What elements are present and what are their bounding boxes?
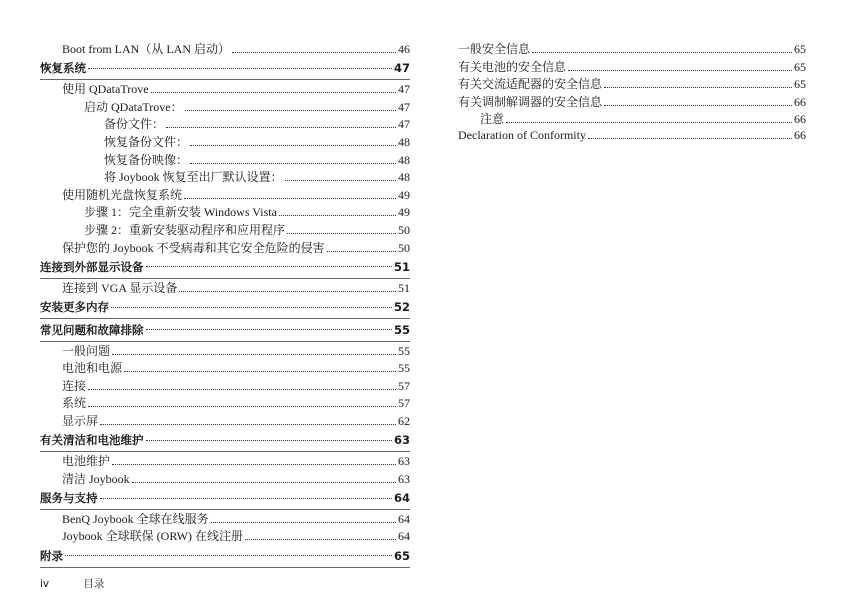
toc-entry[interactable] (40, 510, 410, 528)
toc-entry-title: 服务与支持 (40, 491, 98, 506)
toc-entry[interactable] (458, 128, 806, 146)
toc-entry-title: 恢复备份文件： (104, 134, 189, 149)
toc-entry[interactable] (40, 359, 410, 377)
toc-entry-page: 55 (398, 343, 410, 358)
toc-entry[interactable] (458, 75, 806, 93)
toc-dot-leader (132, 482, 396, 483)
toc-dot-leader (245, 539, 396, 540)
toc-entry[interactable] (40, 98, 410, 116)
toc-entry[interactable] (40, 203, 410, 221)
toc-entry[interactable] (40, 80, 410, 98)
toc-entry[interactable] (40, 470, 410, 488)
toc-entry[interactable] (40, 394, 410, 412)
toc-entry-title: 备份文件： (104, 117, 165, 132)
toc-entry-page: 66 (794, 127, 806, 142)
toc-dot-leader (111, 307, 392, 308)
toc-entry-page: 50 (398, 240, 410, 255)
toc-dot-leader (327, 251, 396, 252)
toc-dot-leader (100, 498, 392, 499)
toc-entry-page: 48 (398, 170, 410, 185)
toc-entry[interactable] (40, 58, 410, 81)
toc-dot-leader (151, 92, 396, 93)
toc-entry-page: 64 (398, 511, 410, 526)
toc-entry[interactable] (458, 110, 806, 128)
toc-entry-title: 电池和电源 (62, 361, 123, 376)
toc-entry[interactable] (40, 377, 410, 395)
toc-entry[interactable] (40, 412, 410, 430)
toc-entry-page: 63 (398, 454, 410, 469)
toc-entry[interactable] (40, 168, 410, 186)
toc-right-column (458, 40, 806, 146)
toc-entry-title: BenQ Joybook 全球在线服务 (62, 511, 209, 526)
toc-entry[interactable] (40, 429, 410, 452)
toc-entry-page: 52 (393, 300, 410, 315)
toc-entry-title: 电池维护 (62, 454, 111, 469)
toc-entry-title: Declaration of Conformity (458, 127, 586, 142)
toc-entry-page: 64 (398, 529, 410, 544)
toc-entry[interactable] (40, 151, 410, 169)
toc-entry[interactable] (40, 452, 410, 470)
toc-entry-title: 步骤 2：重新安装驱动程序和应用程序 (84, 222, 286, 237)
toc-dot-leader (506, 122, 792, 123)
toc-dot-leader (190, 163, 396, 164)
toc-dot-leader (184, 198, 396, 199)
toc-entry-page: 63 (393, 433, 410, 448)
toc-entry-page: 65 (794, 77, 806, 92)
toc-dot-leader (287, 233, 396, 234)
toc-entry-page: 57 (398, 378, 410, 393)
toc-dot-leader (190, 145, 396, 146)
toc-dot-leader (88, 68, 392, 69)
footer-section-title: 目录 (83, 578, 105, 590)
toc-dot-leader (146, 266, 392, 267)
toc-entry-page: 66 (794, 112, 806, 127)
toc-entry-title: 使用 QDataTrove (62, 82, 149, 97)
toc-dot-leader (185, 110, 396, 111)
toc-dot-leader (112, 354, 396, 355)
toc-entry-title: 一般问题 (62, 343, 111, 358)
toc-entry[interactable] (458, 40, 806, 58)
toc-entry[interactable] (40, 545, 410, 568)
toc-dot-leader (100, 424, 396, 425)
toc-entry-page: 47 (393, 61, 410, 76)
toc-dot-leader (146, 329, 392, 330)
toc-entry-page: 65 (794, 42, 806, 56)
toc-dot-leader (88, 389, 396, 390)
toc-dot-leader (279, 215, 396, 216)
toc-entry-title: 将 Joybook 恢复至出厂默认设置： (104, 170, 283, 185)
toc-entry[interactable] (40, 279, 410, 297)
toc-left-column (40, 40, 410, 568)
toc-entry-title: 安装更多内存 (40, 300, 109, 315)
toc-entry-page: 49 (398, 205, 410, 220)
toc-dot-leader (588, 138, 792, 139)
toc-dot-leader (604, 105, 792, 106)
toc-dot-leader (532, 52, 792, 53)
toc-entry[interactable] (40, 40, 410, 58)
toc-entry-title: 连接到外部显示设备 (40, 259, 144, 274)
toc-entry-page: 51 (393, 259, 410, 274)
toc-entry[interactable] (40, 133, 410, 151)
toc-entry-title: 启动 QDataTrove： (84, 99, 183, 114)
toc-entry-title: 清洁 Joybook (62, 471, 130, 486)
toc-entry[interactable] (40, 487, 410, 510)
toc-entry-page: 64 (393, 491, 410, 506)
toc-entry-page: 47 (398, 82, 410, 97)
toc-entry-title: 恢复备份映像： (104, 152, 189, 167)
toc-entry-page: 57 (398, 396, 410, 411)
toc-entry[interactable] (458, 93, 806, 111)
toc-entry-title: 附录 (40, 548, 63, 563)
toc-entry-title: 有关交流适配器的安全信息 (458, 77, 603, 92)
toc-entry-title: 恢复系统 (40, 61, 86, 76)
toc-entry-title: 有关调制解调器的安全信息 (458, 94, 603, 109)
toc-entry[interactable] (40, 115, 410, 133)
toc-entry-page: 50 (398, 222, 410, 237)
toc-entry-page: 49 (398, 187, 410, 202)
toc-entry-page: 47 (398, 117, 410, 132)
toc-dot-leader (568, 70, 792, 71)
toc-dot-leader (211, 522, 396, 523)
toc-entry-page: 51 (398, 280, 410, 295)
toc-entry-title: 连接到 VGA 显示设备 (62, 280, 178, 295)
toc-entry-page: 47 (398, 99, 410, 114)
toc-dot-leader (604, 87, 792, 88)
toc-entry-title: 使用随机光盘恢复系统 (62, 187, 183, 202)
toc-entry-page: 62 (398, 413, 410, 428)
toc-entry-title: Joybook 全球联保 (ORW) 在线注册 (62, 529, 243, 544)
toc-entry[interactable] (40, 186, 410, 204)
toc-entry-title: 有关清洁和电池维护 (40, 433, 144, 448)
toc-entry[interactable] (458, 58, 806, 76)
toc-entry-title: 连接 (62, 378, 87, 393)
toc-entry[interactable] (40, 221, 410, 239)
toc-entry-title: 注意 (480, 112, 505, 127)
toc-entry-page: 55 (398, 361, 410, 376)
toc-entry-title: 常见问题和故障排除 (40, 322, 144, 337)
toc-entry-title: 系统 (62, 396, 87, 411)
toc-entry[interactable] (40, 256, 410, 279)
toc-dot-leader (179, 291, 396, 292)
toc-entry-title: 有关电池的安全信息 (458, 59, 567, 74)
toc-dot-leader (112, 464, 396, 465)
toc-entry-title: 一般安全信息 (458, 42, 531, 56)
toc-entry-page: 48 (398, 152, 410, 167)
page-footer (40, 576, 104, 591)
footer-page-number: iv (40, 578, 50, 590)
toc-dot-leader (285, 180, 396, 181)
toc-dot-leader (166, 127, 396, 128)
toc-entry-page: 63 (398, 471, 410, 486)
toc-dot-leader (146, 440, 392, 441)
toc-entry[interactable] (40, 319, 410, 342)
toc-entry[interactable] (40, 239, 410, 257)
toc-entry-page: 65 (393, 548, 410, 563)
toc-entry-page: 46 (398, 42, 410, 56)
toc-dot-leader (65, 555, 392, 556)
toc-entry-page: 65 (794, 59, 806, 74)
toc-dot-leader (232, 52, 396, 53)
toc-dot-leader (124, 371, 396, 372)
toc-dot-leader (88, 406, 396, 407)
toc-entry-title: 显示屏 (62, 413, 99, 428)
toc-entry-title: 保护您的 Joybook 不受病毒和其它安全危险的侵害 (62, 240, 325, 255)
toc-entry[interactable] (40, 527, 410, 545)
toc-entry-page: 66 (794, 94, 806, 109)
toc-entry-title: 步骤 1：完全重新安装 Windows Vista (84, 205, 277, 220)
toc-entry-page: 48 (398, 134, 410, 149)
toc-entry[interactable] (40, 296, 410, 319)
toc-entry-page: 55 (393, 322, 410, 337)
toc-entry[interactable] (40, 342, 410, 360)
toc-entry-title: Boot from LAN（从 LAN 启动） (62, 42, 230, 56)
